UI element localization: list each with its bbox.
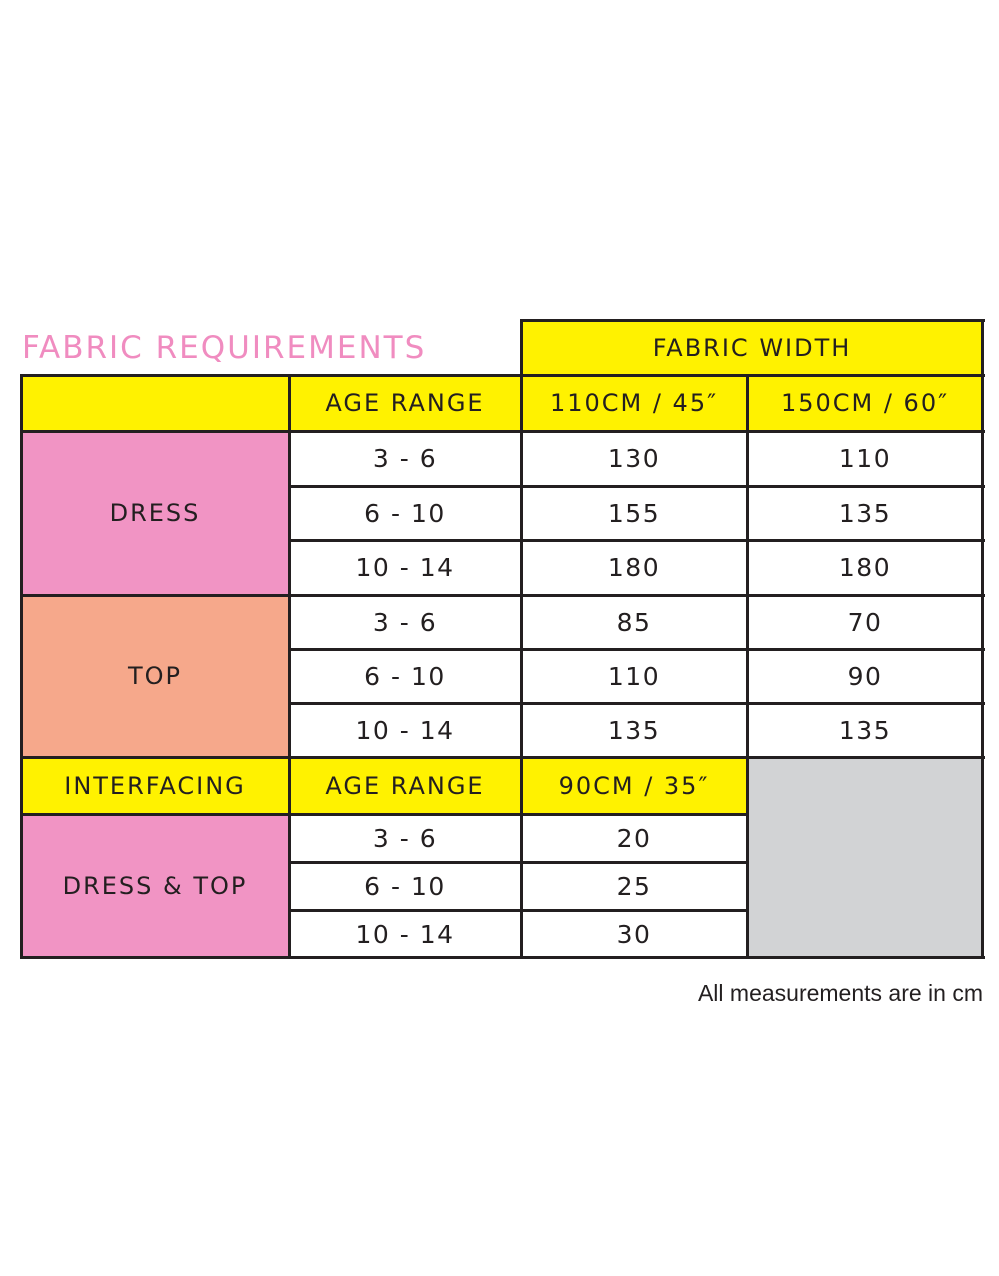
dress-w110-cell: 130 xyxy=(521,431,747,486)
grid-line xyxy=(20,813,749,816)
top-w110-cell: 135 xyxy=(521,703,747,757)
dress-age-cell: 10 - 14 xyxy=(289,540,521,595)
top-w110-cell: 85 xyxy=(521,595,747,649)
interfacing-w90-cell: 25 xyxy=(521,862,747,910)
interfacing-age-range-header: AGE RANGE xyxy=(289,757,521,814)
header-width-110: 110CM / 45″ xyxy=(521,375,747,431)
top-age-cell: 10 - 14 xyxy=(289,703,521,757)
header-width-150: 150CM / 60″ xyxy=(747,375,983,431)
grid-line xyxy=(981,374,984,959)
grid-line xyxy=(20,374,23,959)
interfacing-age-cell: 3 - 6 xyxy=(289,814,521,862)
grid-line xyxy=(20,956,985,959)
dress-age-cell: 6 - 10 xyxy=(289,486,521,540)
grid-line xyxy=(288,648,985,651)
top-w150-cell: 90 xyxy=(747,649,983,703)
dress-w150-cell: 180 xyxy=(747,540,983,595)
grid-line xyxy=(746,374,749,959)
dress-label: DRESS xyxy=(21,431,289,595)
header-blank-cell xyxy=(21,375,289,431)
fabric-width-header: FABRIC WIDTH xyxy=(521,320,983,375)
top-w150-cell: 70 xyxy=(747,595,983,649)
top-label: TOP xyxy=(21,595,289,757)
dress-age-cell: 3 - 6 xyxy=(289,431,521,486)
grid-line xyxy=(20,430,985,433)
interfacing-header: INTERFACING xyxy=(21,757,289,814)
interfacing-width-90-header: 90CM / 35″ xyxy=(521,757,747,814)
top-age-cell: 3 - 6 xyxy=(289,595,521,649)
page-title: FABRIC REQUIREMENTS xyxy=(22,330,427,366)
grid-line xyxy=(288,539,985,542)
header-age-range: AGE RANGE xyxy=(289,375,521,431)
grid-line xyxy=(520,319,985,322)
dress-and-top-label: DRESS & TOP xyxy=(21,814,289,958)
grid-line xyxy=(288,485,985,488)
grid-line xyxy=(288,374,291,959)
dress-w110-cell: 155 xyxy=(521,486,747,540)
measurement-footnote: All measurements are in cm xyxy=(697,980,983,1006)
grid-line xyxy=(288,909,749,912)
top-age-cell: 6 - 10 xyxy=(289,649,521,703)
interfacing-age-cell: 6 - 10 xyxy=(289,862,521,910)
top-w110-cell: 110 xyxy=(521,649,747,703)
dress-w150-cell: 135 xyxy=(747,486,983,540)
empty-grey-block xyxy=(747,757,983,958)
grid-line xyxy=(288,861,749,864)
dress-w110-cell: 180 xyxy=(521,540,747,595)
top-w150-cell: 135 xyxy=(747,703,983,757)
grid-line xyxy=(288,702,985,705)
interfacing-w90-cell: 20 xyxy=(521,814,747,862)
interfacing-w90-cell: 30 xyxy=(521,910,747,958)
grid-line xyxy=(981,319,984,377)
grid-line xyxy=(20,594,985,597)
grid-line xyxy=(20,374,985,377)
grid-line xyxy=(520,319,523,377)
grid-line xyxy=(520,374,523,959)
grid-line xyxy=(20,756,985,759)
interfacing-age-cell: 10 - 14 xyxy=(289,910,521,958)
dress-w150-cell: 110 xyxy=(747,431,983,486)
